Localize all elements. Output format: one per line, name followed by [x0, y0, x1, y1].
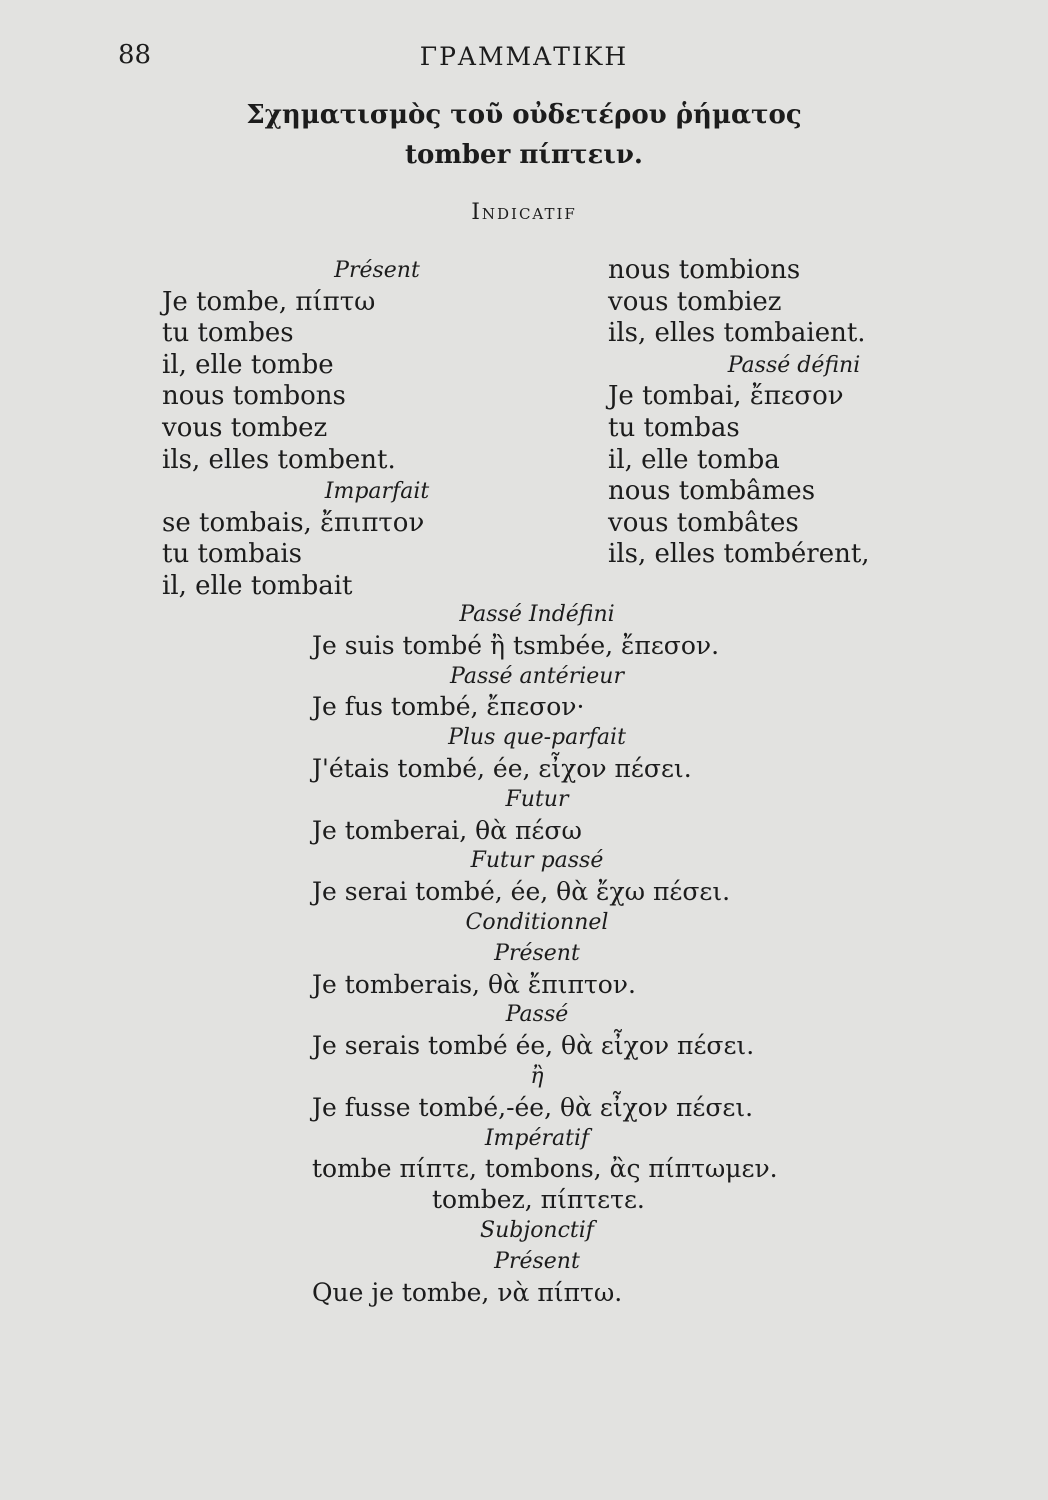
tense-heading: Présent [494, 940, 580, 966]
conjugation-line: Je serais tombé ée, θὰ εἶχον πέσει. [312, 1031, 755, 1061]
section-heading-indicatif: Indicatif [471, 200, 577, 225]
conjugation-line: se tombais, ἔπιπτον [162, 507, 425, 538]
conjugation-line: tombe πίπτε, tombons, ἂς πίπτωμεν. [312, 1154, 778, 1184]
tense-heading: Subjonctif [480, 1217, 594, 1243]
tense-heading: Passé défini [727, 352, 861, 378]
conjugation-line: Je tomberais, θὰ ἔπιπτον. [312, 969, 636, 999]
conjugation-line: ils, elles tombaient. [608, 318, 866, 349]
tense-heading: Futur [505, 786, 569, 812]
conjugation-line: tu tombas [608, 412, 740, 443]
conjugation-line: nous tombions [608, 255, 801, 285]
conjugation-line: ils, elles tombérent, [608, 539, 870, 570]
conjugation-line: Je serai tombé, ée, θὰ ἔχω πέσει. [312, 877, 731, 907]
running-title: ΓΡΑΜΜΑΤΙΚΗ [419, 42, 629, 71]
conjugation-line: il, elle tombe [162, 349, 334, 380]
conjugation-line: Que je tombe, νὰ πίπτω. [312, 1277, 623, 1307]
tense-heading: ἢ [530, 1063, 544, 1089]
conjugation-line: vous tombez [162, 412, 328, 443]
title-line-1: Σχηματισμὸς τοῦ οὐδετέρου ῥήματος [246, 100, 802, 130]
tense-heading: Conditionnel [465, 909, 609, 935]
conjugation-line: ils, elles tombent. [162, 444, 396, 475]
conjugation-line: Je suis tombé ἢ tsmbée, ἔπεσον. [312, 630, 720, 660]
tense-heading: Présent [334, 258, 420, 283]
tense-heading: Futur passé [470, 848, 604, 874]
title-line-2: tomber πίπτειν. [405, 140, 643, 170]
conjugation-line: nous tombons [162, 381, 346, 412]
left-column [162, 255, 562, 603]
conjugation-line: vous tombâtes [608, 507, 799, 538]
conjugation-line: Je tombe, πίπτω [162, 286, 376, 317]
conjugation-line: vous tombiez [608, 286, 782, 317]
conjugation-line: Je fusse tombé,-ée, θὰ εἶχον πέσει. [312, 1092, 754, 1122]
conjugation-line: nous tombâmes [608, 476, 816, 507]
conjugation-line: il, elle tomba [608, 444, 780, 475]
conjugation-line: il, elle tombait [162, 570, 353, 601]
conjugation-line: Je fus tombé, ἔπεσον· [312, 692, 585, 722]
right-column [608, 255, 968, 571]
conjugation-line: Je tombai, ἔπεσον [608, 381, 844, 412]
tense-heading: Plus que-parfait [448, 725, 626, 751]
conjugation-line: tu tombais [162, 539, 303, 570]
tense-heading: Impératif [484, 1125, 590, 1151]
tense-heading: Passé [505, 1002, 569, 1028]
center-block [312, 600, 872, 1308]
tense-heading: Imparfait [324, 479, 430, 505]
conjugation-line: J'étais tombé, ée, εἶχον πέσει. [312, 753, 692, 783]
tense-heading: Passé antérieur [450, 663, 624, 689]
conjugation-line: Je tomberai, θὰ πέσω [312, 815, 582, 845]
page-number: 88 [118, 40, 152, 70]
tense-heading: Passé Indéfini [459, 602, 615, 627]
conjugation-line: tu tombes [162, 318, 294, 349]
tense-heading: Présent [494, 1248, 580, 1274]
conjugation-line: tombez, πίπτετε. [432, 1185, 645, 1215]
